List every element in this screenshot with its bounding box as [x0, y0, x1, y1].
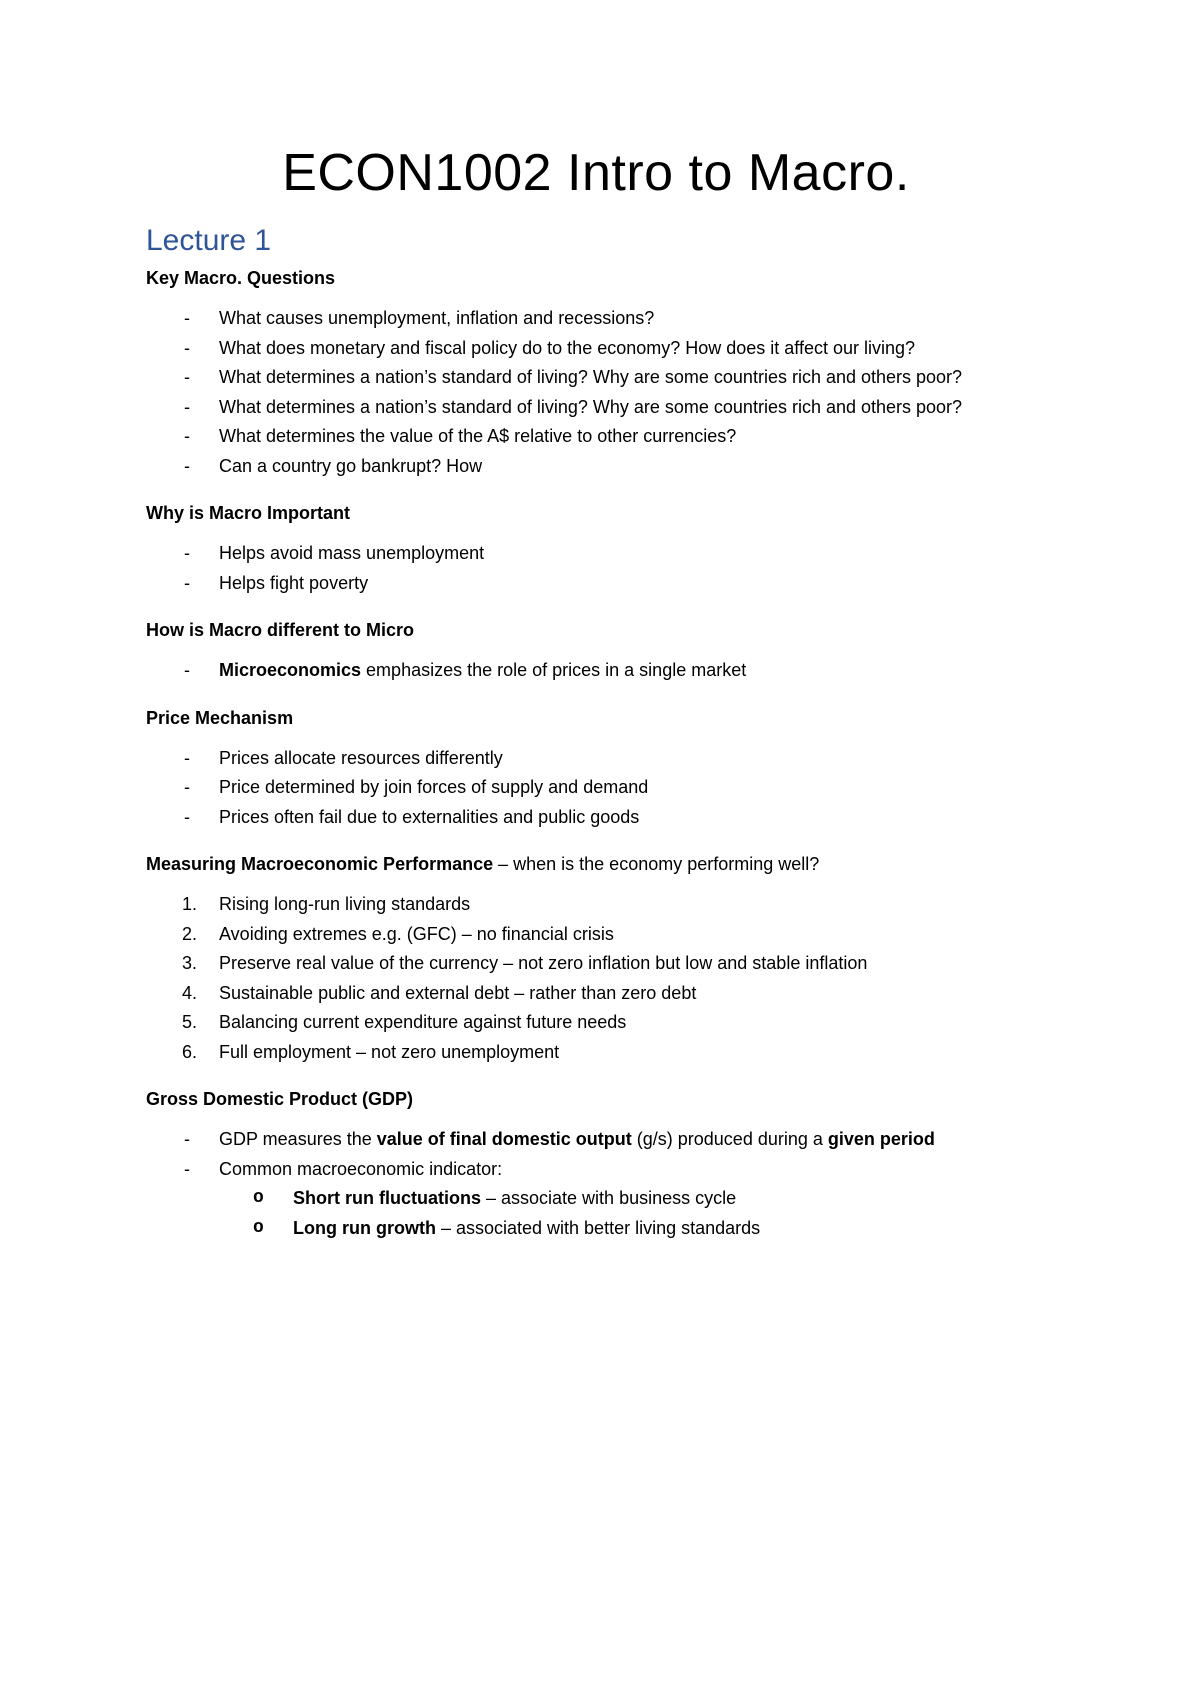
list-number: 5. [182, 1012, 198, 1032]
dash-bullet: - [184, 572, 190, 593]
dash-bullet: - [184, 367, 190, 387]
price-mechanism-heading: Price Mechanism [146, 707, 294, 728]
list-item: - Helps avoid mass unemployment [146, 539, 1046, 569]
list-item: - Prices allocate resources differently [146, 744, 1046, 774]
gdp-list [146, 1125, 1046, 1243]
document-body [146, 140, 1046, 1263]
circle-bullet: o [253, 1217, 264, 1238]
macro-vs-micro-heading: How is Macro different to Micro [146, 620, 415, 640]
sub-list-item: o Long run growth – associated with better living standards [146, 1214, 1046, 1244]
sub-list-item: o Short run fluctuations – associate with business cycle [146, 1184, 1046, 1214]
list-item: - Prices often fail due to externalities and public goods [146, 803, 1046, 833]
bold-term: Long run growth [293, 1217, 436, 1238]
list-item: 6. Full employment – not zero unemployment [146, 1038, 1046, 1068]
list-item: - Common macroeconomic indicator: o Short run fluctuations – associate with business cycle o Long run growth – associated with better living standards [146, 1155, 1046, 1244]
bold-term: Short run fluctuations [293, 1188, 481, 1208]
dash-bullet: - [184, 777, 190, 797]
circle-bullet: o [253, 1188, 264, 1208]
list-number: 4. [182, 982, 198, 1003]
list-item: - GDP measures the value of final domestic output (g/s) produced during a given period [146, 1125, 1046, 1155]
list-item: 1. Rising long-run living standards [146, 890, 1046, 920]
list-item: 5. Balancing current expenditure against future needs [146, 1008, 1046, 1038]
dash-bullet: - [184, 543, 190, 563]
list-item: - Helps fight poverty [146, 569, 1046, 599]
list-item: - What determines a nation’s standard of living? Why are some countries rich and others poor? [146, 363, 1046, 393]
key-questions-heading: Key Macro. Questions [146, 268, 336, 288]
macro-vs-micro-list [146, 656, 1046, 686]
measuring-performance-heading: Measuring Macroeconomic Performance – when is the economy performing well? [146, 854, 820, 874]
document-title: ECON1002 Intro to Macro. [282, 144, 910, 202]
gdp-heading: Gross Domestic Product (GDP) [146, 1089, 414, 1109]
bold-term: Microeconomics [219, 660, 362, 680]
dash-bullet: - [184, 455, 190, 476]
list-item: 2. Avoiding extremes e.g. (GFC) – no financial crisis [146, 920, 1046, 950]
bold-term: value of final domestic output [376, 1129, 632, 1149]
dash-bullet: - [184, 1129, 190, 1149]
list-item: - What determines a nation’s standard of living? Why are some countries rich and others poor? [146, 393, 1046, 423]
lecture-heading: Lecture 1 [146, 224, 272, 257]
list-item: - Price determined by join forces of supply and demand [146, 773, 1046, 803]
list-item: - What causes unemployment, inflation and recessions? [146, 304, 1046, 334]
list-number: 3. [182, 953, 198, 973]
dash-bullet: - [184, 1158, 190, 1179]
dash-bullet: - [184, 426, 190, 446]
why-important-list [146, 539, 1046, 598]
dash-bullet: - [184, 396, 190, 417]
dash-bullet: - [184, 337, 190, 358]
dash-bullet: - [184, 747, 190, 768]
key-questions-list [146, 304, 1046, 481]
list-number: 6. [182, 1041, 198, 1062]
list-item: 4. Sustainable public and external debt – rather than zero debt [146, 979, 1046, 1009]
list-item: - What determines the value of the A$ relative to other currencies? [146, 422, 1046, 452]
list-number: 2. [182, 923, 198, 944]
dash-bullet: - [184, 806, 190, 827]
price-mechanism-list [146, 744, 1046, 833]
list-item: - What does monetary and fiscal policy do to the economy? How does it affect our living? [146, 334, 1046, 364]
dash-bullet: - [184, 660, 190, 680]
measuring-performance-list [146, 890, 1046, 1067]
bold-term: given period [827, 1129, 935, 1149]
list-item: - Microeconomics emphasizes the role of prices in a single market [146, 656, 1046, 686]
list-number: 1. [182, 894, 198, 914]
dash-bullet: - [184, 308, 190, 328]
list-item: - Can a country go bankrupt? How [146, 452, 1046, 482]
list-item: 3. Preserve real value of the currency – not zero inflation but low and stable inflation [146, 949, 1046, 979]
gdp-sublist [219, 1184, 1046, 1243]
why-important-heading: Why is Macro Important [146, 503, 351, 523]
